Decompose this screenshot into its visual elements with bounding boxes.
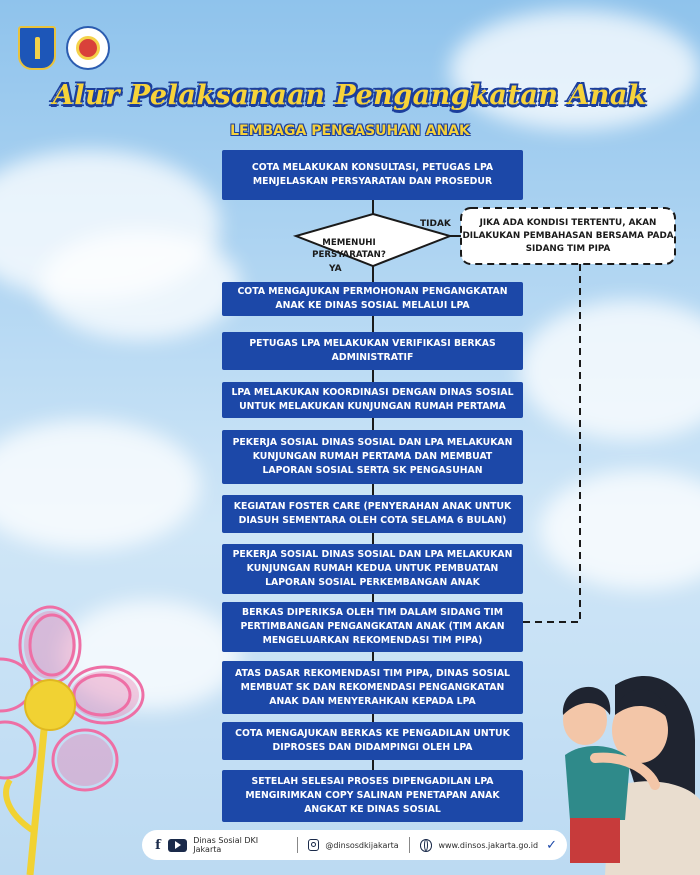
dashed-connector-line	[523, 264, 580, 622]
step-box: ATAS DASAR REKOMENDASI TIM PIPA, DINAS SOSIAL MEMBUAT SK DAN REKOMENDASI PENGANGKATAN ANAK DAN MENYERAHKAN KEPADA LPA	[222, 661, 523, 714]
youtube-icon[interactable]	[168, 839, 188, 852]
footer-instagram-handle[interactable]: @dinsosdkijakarta	[325, 840, 399, 850]
footer-social-name: Dinas Sosial DKI Jakarta	[193, 836, 259, 854]
step-box: BERKAS DIPERIKSA OLEH TIM DALAM SIDANG TIM PERTIMBANGAN PENGANGKATAN ANAK (TIM AKAN MENGELUARKAN REKOMENDASI TIM PIPA)	[222, 602, 523, 652]
footer-divider	[409, 837, 410, 853]
dinsos-mark-logo: ✓	[546, 837, 558, 853]
facebook-icon[interactable]: f	[155, 837, 161, 853]
yes-label: YA	[329, 264, 342, 274]
step-box: LPA MELAKUKAN KOORDINASI DENGAN DINAS SOSIAL UNTUK MELAKUKAN KUNJUNGAN RUMAH PERTAMA	[222, 382, 523, 418]
globe-icon	[420, 839, 433, 852]
step-box: KEGIATAN FOSTER CARE (PENYERAHAN ANAK UNTUK DIASUH SEMENTARA OLEH COTA SELAMA 6 BULAN)	[222, 495, 523, 533]
step-box: COTA MENGAJUKAN PERMOHONAN PENGANGKATAN ANAK KE DINAS SOSIAL MELALUI LPA	[222, 282, 523, 316]
step-box: SETELAH SELESAI PROSES DIPENGADILAN LPA MENGIRIMKAN COPY SALINAN PENETAPAN ANAK ANGKAT KE DINAS SOSIAL	[222, 770, 523, 822]
no-label: TIDAK	[420, 219, 451, 229]
step-box-consultation: COTA MELAKUKAN KONSULTASI, PETUGAS LPA MENJELASKAN PERSYARATAN DAN PROSEDUR	[222, 150, 523, 200]
step-box: PEKERJA SOSIAL DINAS SOSIAL DAN LPA MELAKUKAN KUNJUNGAN RUMAH PERTAMA DAN MEMBUAT LAPORAN SOSIAL SERTA SK PENGASUHAN	[222, 430, 523, 484]
mother-child-illustration	[545, 660, 700, 875]
flower-illustration	[0, 600, 170, 875]
footer-website-link[interactable]: www.dinsos.jakarta.go.id	[438, 840, 539, 850]
decision-label: MEMENUHI PERSYARATAN?	[312, 238, 386, 260]
page-subtitle: LEMBAGA PENGASUHAN ANAK	[230, 123, 470, 139]
page-title: Alur Pelaksanaan Pengangkatan Anak	[52, 80, 648, 111]
footer-divider	[297, 837, 298, 853]
step-box: PEKERJA SOSIAL DINAS SOSIAL DAN LPA MELAKUKAN KUNJUNGAN RUMAH KEDUA UNTUK PEMBUATAN LAPORAN SOSIAL PERKEMBANGAN ANAK	[222, 544, 523, 594]
alternative-box-text: JIKA ADA KONDISI TERTENTU, AKAN DILAKUKAN PEMBAHASAN BERSAMA PADA SIDANG TIM PIPA	[462, 217, 674, 254]
step-box: PETUGAS LPA MELAKUKAN VERIFIKASI BERKAS ADMINISTRATIF	[222, 332, 523, 370]
instagram-icon[interactable]	[308, 839, 320, 851]
step-box: COTA MENGAJUKAN BERKAS KE PENGADILAN UNTUK DIPROSES DAN DIDAMPINGI OLEH LPA	[222, 722, 523, 760]
footer-bar	[142, 830, 567, 860]
